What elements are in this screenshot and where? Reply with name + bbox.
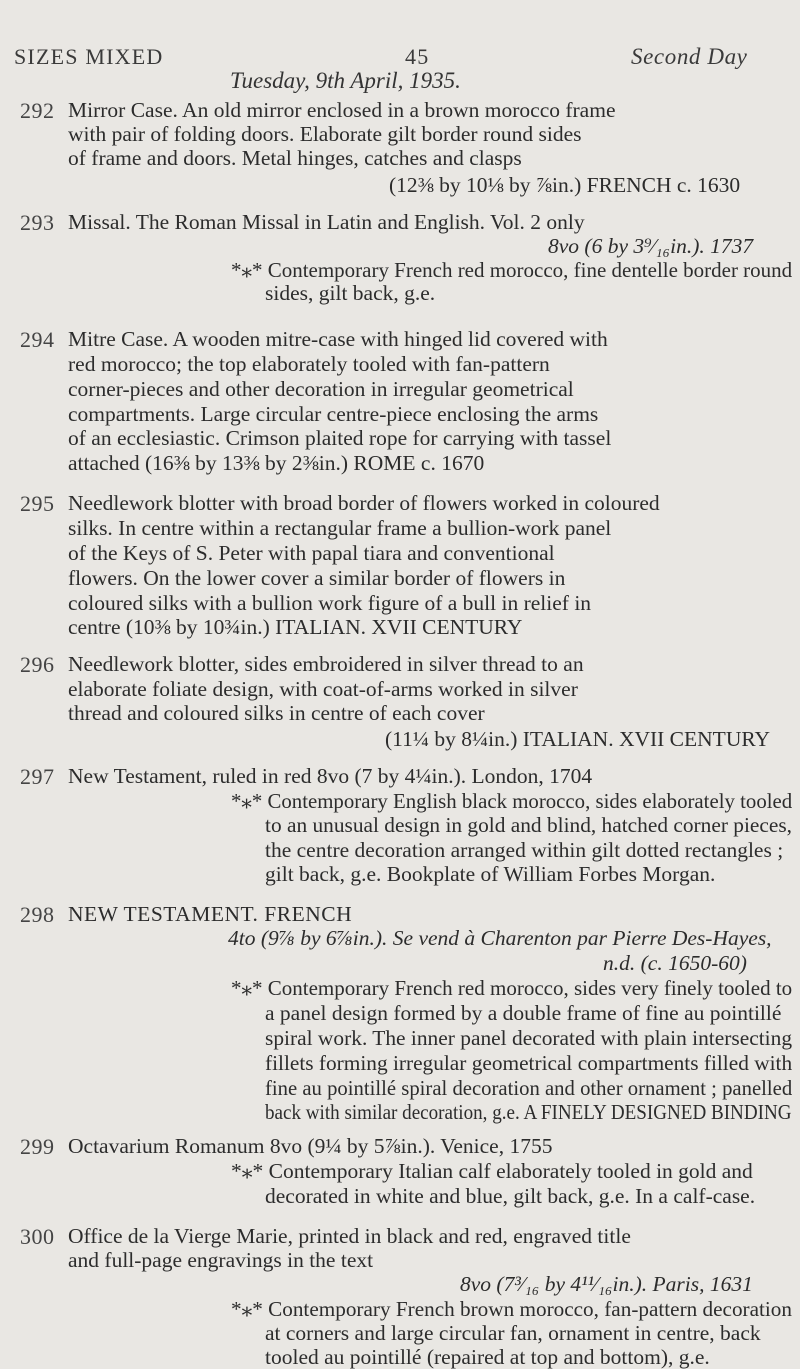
lot-line: elaborate foliate design, with coat-of-arms worked in silver (68, 677, 578, 701)
lot-line: (12⅜ by 10⅛ by ⅞in.) FRENCH c. 1630 (389, 173, 741, 197)
lot-line: of frame and doors. Metal hinges, catches and clasps (68, 146, 522, 170)
lot-line: New Testament, ruled in red 8vo (7 by 4¼in.). London, 1704 (68, 764, 593, 788)
lot-line: to an unusual design in gold and blind, hatched corner pieces, (265, 813, 793, 837)
sale-date: Tuesday, 9th April, 1935. (230, 68, 461, 93)
lot-line: spiral work. The inner panel decorated with plain intersecting (265, 1026, 793, 1050)
lot-line: coloured silks with a bullion work figure of a bull in relief in (68, 591, 592, 615)
lot-line: (11¼ by 8¼in.) ITALIAN. XVII CENTURY (385, 727, 771, 751)
header-day-label: Second Day (631, 44, 748, 69)
lot-line: 8vo (7³⁄₁₆ by 4¹¹⁄₁₆in.). Paris, 1631 (460, 1272, 753, 1296)
lot-line: NEW TESTAMENT. FRENCH (68, 902, 353, 926)
lot-line: thread and coloured silks in centre of each cover (68, 701, 485, 725)
lot-line: Needlework blotter with broad border of flowers worked in coloured (68, 491, 660, 515)
lot-line: silks. In centre within a rectangular frame a bullion-work panel (68, 516, 612, 540)
lot-line: Octavarium Romanum 8vo (9¼ by 5⅞in.). Venice, 1755 (68, 1134, 553, 1158)
lot-line: sides, gilt back, g.e. (265, 281, 436, 305)
lot-line: fine au pointillé spiral decoration and other ornament ; panelled (265, 1076, 793, 1100)
lot-line: red morocco; the top elaborately tooled with fan-pattern (68, 352, 550, 376)
lot-line: of the Keys of S. Peter with papal tiara and conventional (68, 541, 555, 565)
lot-line: attached (16⅜ by 13⅜ by 2⅜in.) ROME c. 1670 (68, 451, 485, 475)
lot-number: 295 (20, 491, 55, 516)
lot-line: gilt back, g.e. Bookplate of William Forbes Morgan. (265, 862, 716, 886)
lot-line: *⁎* Contemporary French red morocco, fine dentelle border round (231, 258, 793, 282)
lot-number: 298 (20, 902, 55, 927)
lot-line: decorated in white and blue, gilt back, g.e. In a calf-case. (265, 1184, 756, 1208)
lot-line: corner-pieces and other decoration in irregular geometrical (68, 377, 574, 401)
lot-line: tooled au pointillé (repaired at top and bottom), g.e. (265, 1345, 710, 1369)
lot-line: 8vo (6 by 3⁹⁄₁₆in.). 1737 (548, 234, 754, 258)
lot-line: Mitre Case. A wooden mitre-case with hinged lid covered with (68, 327, 608, 351)
lot-line: compartments. Large circular centre-piece enclosing the arms (68, 402, 599, 426)
lot-line: Missal. The Roman Missal in Latin and English. Vol. 2 only (68, 210, 585, 234)
lot-line: flowers. On the lower cover a similar border of flowers in (68, 566, 566, 590)
lot-line: Office de la Vierge Marie, printed in black and red, engraved title (68, 1224, 631, 1248)
lot-line: *⁎* Contemporary French red morocco, sides very finely tooled to (231, 976, 793, 1000)
lot-line: centre (10⅜ by 10¾in.) ITALIAN. XVII CENTURY (68, 615, 523, 639)
header-section-label: SIZES MIXED (14, 44, 164, 69)
lot-line: back with similar decoration, g.e. A FINELY DESIGNED BINDING (265, 1100, 792, 1124)
lot-line: Needlework blotter, sides embroidered in silver thread to an (68, 652, 584, 676)
lot-line: *⁎* Contemporary French brown morocco, fan-pattern decoration (231, 1297, 793, 1321)
lot-number: 292 (20, 98, 55, 123)
lot-line: n.d. (c. 1650-60) (603, 951, 747, 975)
lot-number: 299 (20, 1134, 55, 1159)
lot-number: 297 (20, 764, 55, 789)
lot-line: the centre decoration arranged within gilt dotted rectangles ; (265, 838, 784, 862)
lot-line: fillets forming irregular geometrical compartments filled with (265, 1051, 793, 1075)
lot-number: 293 (20, 210, 55, 235)
lot-number: 296 (20, 652, 55, 677)
lot-line: of an ecclesiastic. Crimson plaited rope for carrying with tassel (68, 426, 612, 450)
lot-number: 294 (20, 327, 55, 352)
lot-line: Mirror Case. An old mirror enclosed in a brown morocco frame (68, 98, 616, 122)
lot-line: at corners and large circular fan, ornament in centre, back (265, 1321, 761, 1345)
lot-line: *⁎* Contemporary English black morocco, sides elaborately tooled (231, 789, 793, 813)
lot-line: and full-page engravings in the text (68, 1248, 374, 1272)
page-number: 45 (405, 44, 430, 69)
lot-line: *⁎* Contemporary Italian calf elaborately tooled in gold and (231, 1159, 753, 1183)
lot-line: 4to (9⅞ by 6⅞in.). Se vend à Charenton par Pierre Des-Hayes, (228, 926, 772, 950)
lot-number: 300 (20, 1224, 55, 1249)
lot-line: a panel design formed by a double frame of fine au pointillé (265, 1001, 782, 1025)
lot-line: with pair of folding doors. Elaborate gilt border round sides (68, 122, 582, 146)
